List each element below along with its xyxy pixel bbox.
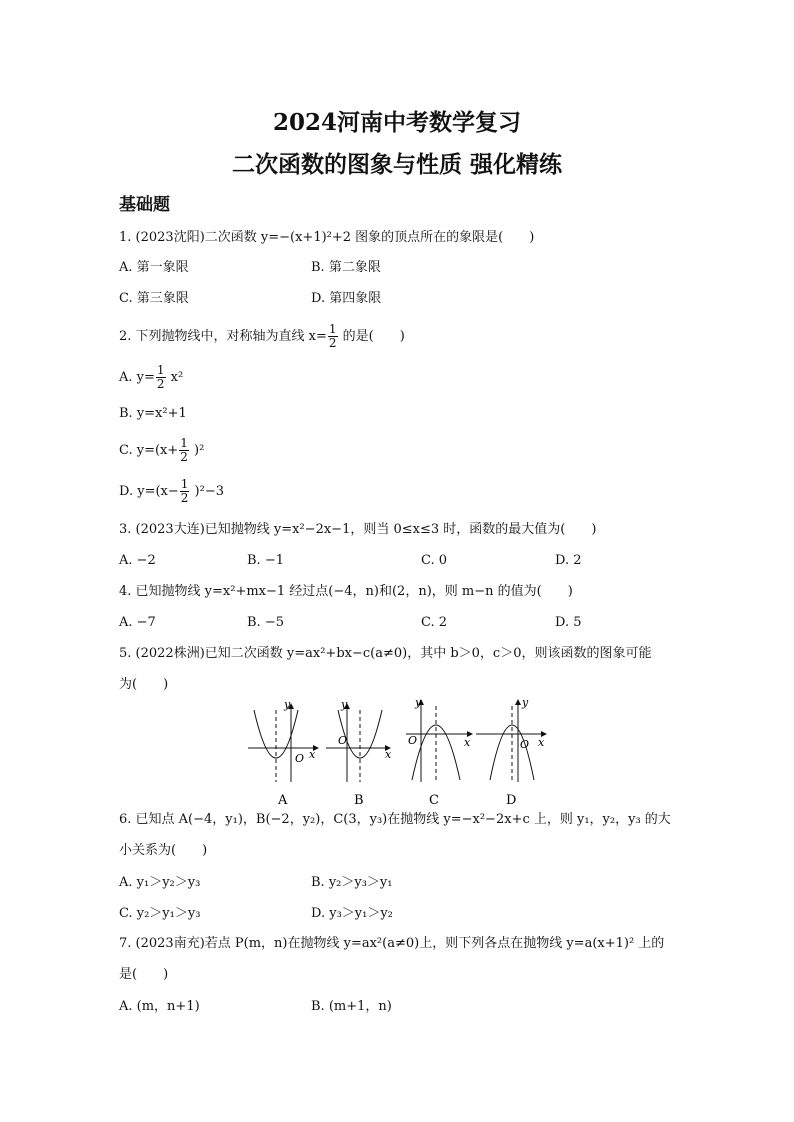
q2-option-c-text-end: )² bbox=[189, 443, 205, 458]
graph-b-x-label: x bbox=[385, 748, 392, 761]
graph-b bbox=[326, 704, 390, 782]
q6-stem-line2: 小关系为( ) bbox=[119, 843, 208, 858]
q5-graphs bbox=[240, 696, 570, 808]
graph-b-y-label: y bbox=[341, 698, 348, 711]
q2-option-a-text: A. y= bbox=[119, 370, 155, 385]
graph-a-origin: O bbox=[295, 752, 305, 765]
q1-option-b: B. 第二象限 bbox=[311, 260, 381, 275]
q1-option-d: D. 第四象限 bbox=[311, 291, 382, 306]
q2-option-d-text-end: )²−3 bbox=[190, 484, 224, 499]
q6-stem-line1: 6. 已知点 A(−4，y₁)，B(−2，y₂)，C(3，y₃)在抛物线 y=−x²−2x+c 上，则 y₁，y₂，y₃ 的大 bbox=[119, 812, 671, 827]
fraction-numerator: 1 bbox=[180, 436, 188, 450]
graph-c-x-label: x bbox=[464, 736, 471, 749]
graph-b-label: B bbox=[354, 793, 364, 808]
q7-option-a: A. (m，n+1) bbox=[119, 999, 200, 1014]
q2-stem-text: 2. 下列抛物线中，对称轴为直线 x= bbox=[119, 329, 327, 344]
q4-option-b: B. −5 bbox=[247, 615, 284, 630]
q7-stem-line2: 是( ) bbox=[119, 967, 169, 982]
q6-option-a: A. y₁＞y₂＞y₃ bbox=[119, 875, 201, 890]
q4-option-d: D. 5 bbox=[555, 615, 582, 630]
graph-a-label: A bbox=[278, 793, 288, 808]
q6-option-c: C. y₂＞y₁＞y₃ bbox=[119, 906, 201, 921]
fraction-numerator: 1 bbox=[156, 363, 165, 377]
q2-stem-text-end: 的是( ) bbox=[338, 329, 405, 344]
fraction bbox=[156, 364, 166, 391]
q2-option-d-text: D. y=(x− bbox=[119, 484, 179, 499]
q3-stem: 3. (2023大连)已知抛物线 y=x²−2x−1，则当 0≤x≤3 时，函数的最大值为( ) bbox=[119, 522, 597, 537]
q4-stem: 4. 已知抛物线 y=x²+mx−1 经过点(−4，n)和(2，n)，则 m−n 的值为( ) bbox=[119, 584, 573, 599]
page-subtitle: 二次函数的图象与性质 强化精练 bbox=[231, 151, 562, 178]
q2-stem bbox=[119, 323, 405, 350]
graph-d-x-label: x bbox=[538, 736, 545, 749]
q7-option-b: B. (m+1，n) bbox=[311, 999, 392, 1014]
q2-option-b: B. y=x²+1 bbox=[119, 406, 187, 421]
q4-option-a: A. −7 bbox=[119, 615, 156, 630]
q6-option-b: B. y₂＞y₃＞y₁ bbox=[311, 875, 393, 890]
graph-d-label: D bbox=[506, 793, 517, 808]
q1-stem: 1. (2023沈阳)二次函数 y=−(x+1)²+2 图象的顶点所在的象限是( ) bbox=[119, 230, 535, 245]
q6-option-d: D. y₃＞y₁＞y₂ bbox=[311, 906, 393, 921]
graph-d-y-label: y bbox=[522, 696, 529, 709]
graph-d bbox=[476, 700, 546, 782]
graph-a-x-label: x bbox=[309, 748, 316, 761]
page-title: 2024河南中考数学复习 bbox=[272, 109, 521, 136]
section-heading: 基础题 bbox=[119, 195, 170, 215]
graph-a bbox=[248, 704, 318, 782]
graph-c-label: C bbox=[429, 793, 439, 808]
fraction bbox=[328, 323, 338, 350]
q2-option-a-text-end: x² bbox=[166, 370, 184, 385]
graph-a-y-label: y bbox=[284, 698, 291, 711]
q7-stem-line1: 7. (2023南充)若点 P(m，n)在抛物线 y=ax²(a≠0)上，则下列各点在抛物线 y=a(x+1)² 上的 bbox=[119, 936, 665, 951]
fraction-denominator: 2 bbox=[328, 336, 337, 350]
q2-option-a bbox=[119, 364, 183, 391]
q5-stem-line2: 为( ) bbox=[119, 677, 169, 692]
q2-option-d bbox=[119, 478, 224, 505]
fraction-denominator: 2 bbox=[156, 377, 165, 391]
fraction-denominator: 2 bbox=[180, 450, 188, 464]
fraction-denominator: 2 bbox=[180, 491, 189, 505]
fraction-numerator: 1 bbox=[180, 477, 189, 491]
q3-option-b: B. −1 bbox=[247, 553, 284, 568]
graph-d-origin: O bbox=[520, 738, 530, 751]
graph-c-y-label: y bbox=[415, 696, 422, 709]
q2-option-c-text: C. y=(x+ bbox=[119, 443, 179, 458]
graph-b-origin: O bbox=[338, 734, 348, 747]
q3-option-c: C. 0 bbox=[421, 553, 448, 568]
q3-option-a: A. −2 bbox=[119, 553, 156, 568]
fraction-numerator: 1 bbox=[328, 322, 337, 336]
q3-option-d: D. 2 bbox=[555, 553, 582, 568]
q1-option-c: C. 第三象限 bbox=[119, 291, 189, 306]
fraction bbox=[180, 478, 190, 505]
graph-c-origin: O bbox=[408, 734, 418, 747]
q2-option-c bbox=[119, 437, 204, 464]
fraction bbox=[179, 437, 189, 464]
q1-option-a: A. 第一象限 bbox=[119, 260, 189, 275]
q4-option-c: C. 2 bbox=[421, 615, 448, 630]
q5-stem-line1: 5. (2022株洲)已知二次函数 y=ax²+bx−c(a≠0)，其中 b＞0，c＞0，则该函数的图象可能 bbox=[119, 646, 652, 661]
